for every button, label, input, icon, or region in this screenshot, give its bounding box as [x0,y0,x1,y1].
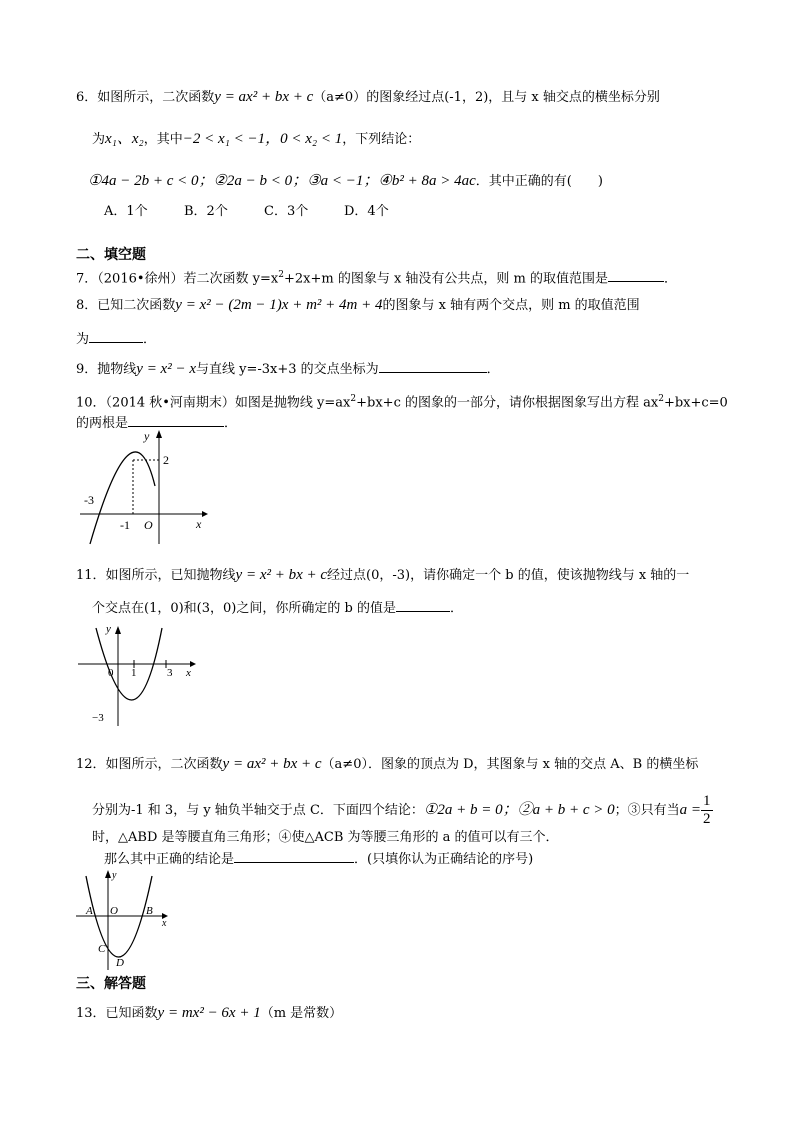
q8-period: ． [143,332,157,347]
q9-text-cont: 与直线 y=-3x+3 的交点坐标为 [196,362,379,377]
q10-exponent: 2 [350,394,357,404]
q10-answer-blank[interactable] [128,412,224,427]
q12-a-equals: a = [679,802,702,818]
q9-line [76,358,500,379]
q11-tick-0: 0 [108,667,114,679]
q11-y-label: y [106,623,111,635]
q10-text: 的两根是 [76,416,129,431]
q12-y-label: y [112,870,117,881]
q6-condition: （a≠0） [313,90,367,105]
q8-line2 [76,328,156,349]
q10-y-axis-arrow [156,430,162,438]
q11-line2 [92,597,463,618]
q8-line1 [76,296,640,315]
q8-text: 8．已知二次函数 [76,298,176,313]
q12-fraction-numerator: 1 [703,793,711,809]
q6-conclusion-3: ；③a < −1 [292,173,364,189]
q11-tick-1: 1 [131,667,137,679]
q12-hint: ．(只填你认为正确结论的序号) [354,852,534,867]
section-heading-fill-in: 二、填空题 [76,247,146,263]
q13-formula: y = mx² − 6x + 1 [157,1005,261,1021]
q11-line1 [76,566,689,585]
q6-roots: x₁、x₂ [105,131,144,147]
q10-tick-neg1: -1 [120,518,130,532]
q12-y-axis-arrow [105,870,111,878]
q12-origin-label: O [110,905,118,917]
q11-x-label: x [186,667,191,679]
q6-option-d[interactable]: D．4个 [344,204,389,219]
q12-line2 [92,790,713,830]
q12-conclusion-1: ①2a + b = 0 [423,802,503,818]
q6-root-range: −2 < x₁ < −1，0 < x₂ < 1 [182,131,343,147]
q11-x-axis-arrow [190,661,196,667]
q13-text: 13．已知函数 [76,1006,158,1021]
q6-option-b[interactable]: B．2个 [184,204,228,219]
q12-text-cont: ．图象的顶点为 D，其图象与 x 轴的交点 A、B 的横坐标 [367,757,699,772]
q12-point-c-label: C [98,943,106,955]
q7-period: ． [664,271,678,287]
q10-text: 10．（2014 秋•河南期末）如图是抛物线 y=ax [76,395,351,411]
q12-text: 12．如图所示，二次函数 [76,757,223,772]
q12-point-a-label: A [86,905,93,917]
q7-text: 7．（2016•徐州）若二次函数 y=x [76,271,279,287]
q9-answer-blank[interactable] [379,358,487,373]
q6-option-c[interactable]: C．3个 [264,204,309,219]
q11-parabola-graph [78,622,202,728]
q10-x-label: x [196,517,202,531]
q10-text-cont: +bx+c 的图象的一部分，请你根据图象写出方程 ax [356,395,659,411]
q12-text: 分别为-1 和 3，与 y 轴负半轴交于点 C．下面四个结论： [92,803,424,818]
q11-formula: y = x² + bx + c [235,567,328,583]
q6-formula: y = ax² + bx + c [214,89,314,105]
q6-text-cont: 的图象经过点(-1，2)，且与 x 轴交点的横坐标分别 [366,90,660,105]
q7-exponent: 2 [278,270,284,280]
q6-conclusion-4: ；④b² + 8a > 4ac [363,173,476,189]
q10-tick-neg3: -3 [84,493,94,507]
q9-text: 9．抛物线 [76,362,137,377]
q6-text: 6．如图所示，二次函数 [76,90,215,105]
q12-line3: 时，△ABD 是等腰直角三角形；④使△ACB 为等腰三角形的 a 的值可以有三个． [92,830,559,845]
q9-formula: y = x² − x [136,361,196,377]
q12-point-b-label: B [146,905,153,917]
q10-equation-tail: +bx+c=0 [663,395,728,411]
q10-line1 [76,390,728,412]
q8-text: 为 [76,332,90,347]
q10-x-axis-arrow [202,511,208,517]
q6-line2 [92,130,420,149]
q6-text: 为 [92,132,106,147]
q12-fraction-denominator: 2 [703,811,711,827]
q12-x-label: x [162,918,167,929]
q10-exponent: 2 [658,394,664,404]
q7-text-cont: +2x+m 的图象与 x 轴没有公共点，则 m 的取值范围是 [283,271,609,287]
q12-conclusion-3-pre: ；③只有当 [614,803,680,818]
q13-text-cont: （m 是常数） [260,1006,343,1021]
q8-text-cont: 的图象与 x 轴有两个交点，则 m 的取值范围 [382,298,640,313]
q6-options [104,203,424,221]
q12-text: 那么其中正确的结论是 [104,852,235,867]
q13-line [76,1004,342,1023]
q6-conclusion-1: ①4a − 2b + c < 0 [88,173,199,189]
q6-question: ．其中正确的有( ) [475,174,603,189]
q11-text: 11．如图所示，已知抛物线 [76,568,236,583]
q12-fraction [701,793,713,828]
q11-period: ． [449,601,463,616]
q7-answer-blank[interactable] [608,267,664,282]
q6-line1 [76,88,660,107]
q6-conclusion-2: ；②2a − b < 0 [198,173,293,189]
q12-condition: （a≠0） [321,757,368,772]
q10-tick-2: 2 [163,453,169,467]
q11-tick-neg3: −3 [92,712,104,724]
q11-tick-3: 3 [167,667,173,679]
q12-line4 [104,848,533,869]
q10-y-label: y [144,429,150,443]
q12-line1 [76,755,698,774]
q10-origin-label: O [144,518,153,532]
q10-parabola-graph [80,426,210,546]
section-heading-solutions: 三、解答题 [76,976,146,992]
q12-vertex-d-label: D [116,957,124,969]
q8-formula: y = x² − (2m − 1)x + m² + 4m + 4 [175,297,383,313]
q6-text: ，其中 [143,132,183,147]
q12-conclusion-2: ；②a + b + c > 0 [502,802,615,818]
q11-y-axis-arrow [115,626,121,634]
q9-period: ． [486,362,500,377]
q6-line3 [88,172,603,191]
q10-period: ． [224,416,238,431]
q6-option-a[interactable]: A．1个 [104,204,148,219]
q11-text: 个交点在(1，0)和(3，0)之间，你所确定的 b 的值是 [92,601,396,616]
q12-formula: y = ax² + bx + c [222,756,322,772]
q7-line [76,266,677,288]
q11-text-cont: 经过点(0，-3)，请你确定一个 b 的值，使该抛物线与 x 轴的一 [327,568,690,583]
q12-answer-blank[interactable] [234,848,354,863]
q11-answer-blank[interactable] [396,597,450,612]
q8-answer-blank[interactable] [89,328,143,343]
q12-parabola-graph [76,868,176,972]
q6-text: ，下列结论： [342,132,421,147]
